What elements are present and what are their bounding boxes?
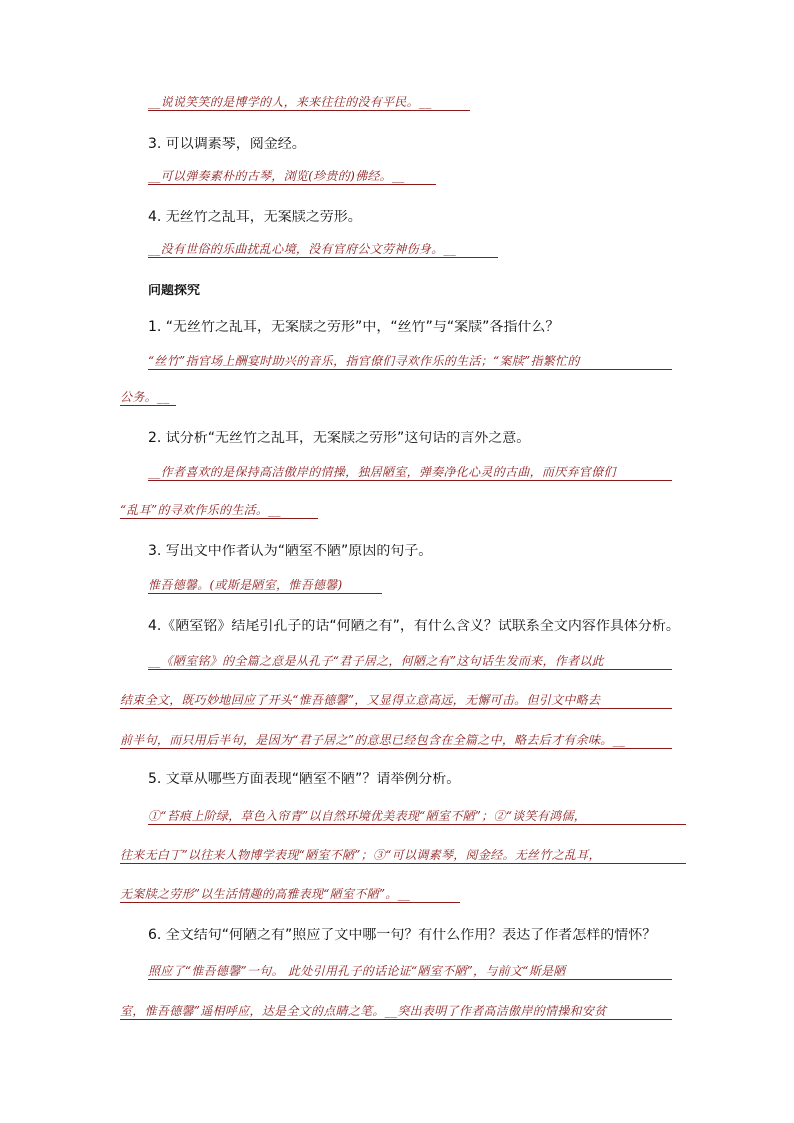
inquiry-answer-5-line-2: 往来无白丁”以往来人物博学表现“陋室不陋”；③“可以调素琴，阅金经。无丝竹之乱耳， [120, 849, 686, 864]
inquiry-question-4: 4.《陋室铭》结尾引孔子的话“何陋之有”，有什么含义？试联系全文内容作具体分析。 [148, 619, 680, 633]
inquiry-answer-3: 惟吾德馨。(或斯是陋室，惟吾德馨) [148, 579, 382, 594]
inquiry-question-2: 2. 试分析“无丝竹之乱耳，无案牍之劳形”这句话的言外之意。 [148, 431, 531, 445]
inquiry-answer-4-line-3: 前半句，而只用后半句，是因为“君子居之”的意思已经包含在全篇之中，略去后才有余味。__ [120, 734, 672, 749]
inquiry-answer-4-line-2: 结束全文，既巧妙地回应了开头“惟吾德馨”，又显得立意高远，无懈可击。但引文中略去 [120, 694, 672, 709]
question-3-text: 3. 可以调素琴，阅金经。 [148, 137, 306, 151]
inquiry-answer-2-line-2: “乱耳”的寻欢作乐的生活。__ [120, 504, 318, 519]
inquiry-answer-6-line-2: 室，惟吾德馨”遥相呼应，达是全文的点睛之笔。__突出表明了作者高洁傲岸的情操和安贫 [120, 1005, 672, 1020]
inquiry-question-5: 5. 文章从哪些方面表现“陋室不陋”？请举例分析。 [148, 772, 461, 786]
inquiry-answer-2-line-1: __作者喜欢的是保持高洁傲岸的情操，独居陋室，弹奏净化心灵的古曲，而厌弃官僚们 [148, 466, 672, 481]
inquiry-answer-1-line-1: “丝竹”指官场上酬宴时助兴的音乐，指官僚们寻欢作乐的生活；“案牍”指繁忙的 [148, 355, 672, 370]
inquiry-answer-1-line-2: 公务。__ [120, 391, 176, 406]
inquiry-question-3: 3. 写出文中作者认为“陋室不陋”原因的句子。 [148, 544, 433, 558]
question-4-text: 4. 无丝竹之乱耳，无案牍之劳形。 [148, 210, 362, 224]
section-heading-inquiry: 问题探究 [148, 284, 201, 297]
inquiry-answer-5-line-3: 无案牍之劳形”以生活情趣的高雅表现“陋室不陋”。__ [120, 888, 460, 903]
inquiry-answer-5-line-1: ①“苔痕上阶绿，草色入帘青”以自然环境优美表现“陋室不陋”；②“谈笑有鸿儒， [148, 810, 686, 825]
inquiry-question-6: 6. 全文结句“何陋之有”照应了文中哪一句？有什么作用？表达了作者怎样的情怀？ [148, 928, 657, 942]
inquiry-answer-6-line-1: 照应了“惟吾德馨”一句。 此处引用孔子的话论证“陋室不陋”，与前文“斯是陋 [148, 965, 672, 980]
inquiry-answer-4-line-1: __《陋室铭》的全篇之意是从孔子“君子居之，何陋之有”这句话生发而来，作者以此 [148, 655, 672, 670]
answer-3-translation: __可以弹奏素朴的古琴，浏览(珍贵的)佛经。__ [148, 170, 436, 185]
inquiry-question-1: 1. “无丝竹之乱耳，无案牍之劳形”中，“丝竹”与“案牍”各指什么？ [148, 320, 560, 334]
answer-2-translation: __说说笑笑的是博学的人，来来往往的没有平民。__ [148, 96, 470, 111]
answer-4-translation: __没有世俗的乐曲扰乱心境，没有官府公文劳神伤身。__ [148, 243, 498, 258]
